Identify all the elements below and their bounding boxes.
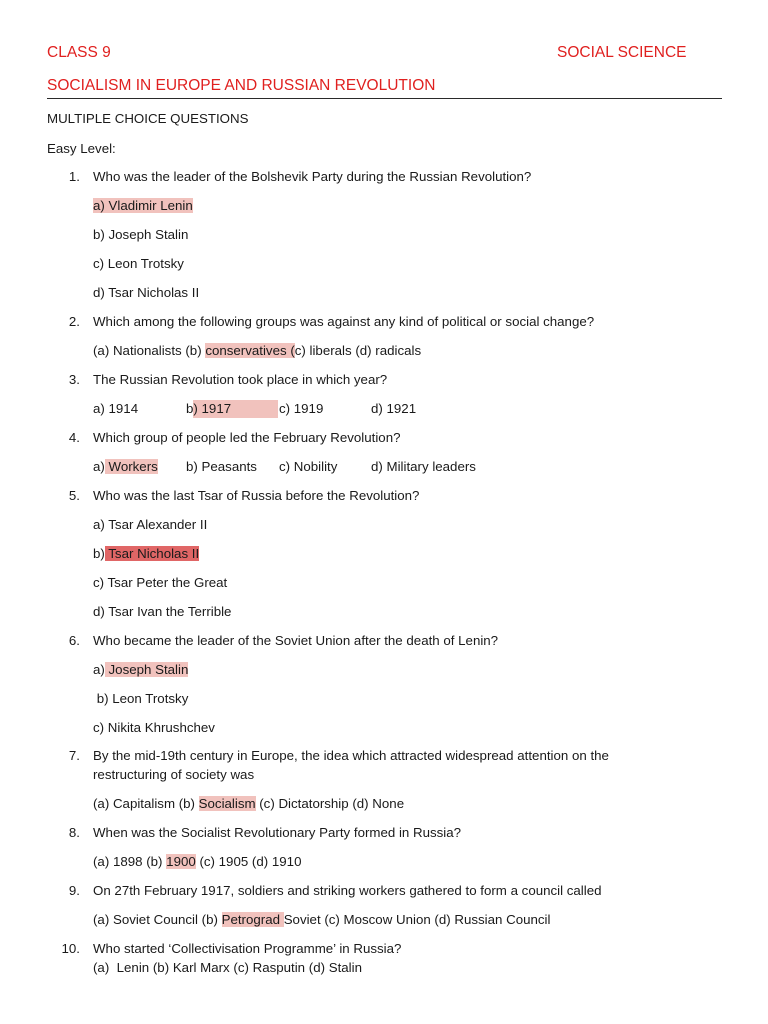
answer-option: d) 1921 bbox=[371, 401, 417, 416]
question-number: 9. bbox=[68, 883, 80, 898]
level-label: Easy Level: bbox=[47, 141, 116, 156]
answer-options-line bbox=[93, 795, 404, 813]
question-text: Which among the following groups was against any kind of political or social change? bbox=[93, 314, 595, 329]
question-text: Who was the leader of the Bolshevik Party during the Russian Revolution? bbox=[93, 169, 532, 184]
answer-option bbox=[93, 661, 188, 679]
answer-option: c) 1919 bbox=[279, 401, 324, 416]
answer-option: c) Leon Trotsky bbox=[93, 256, 184, 271]
answer-option: d) Tsar Nicholas II bbox=[93, 285, 200, 300]
answer-option: c) Nikita Khrushchev bbox=[93, 720, 215, 735]
question-text: Who started ‘Collectivisation Programme’ in Russia? bbox=[93, 941, 402, 956]
answer-highlight: conservatives ( bbox=[205, 343, 295, 358]
question-number: 7. bbox=[68, 748, 80, 763]
question-text: On 27th February 1917, soldiers and striking workers gathered to form a council called bbox=[93, 883, 602, 898]
question-text: Who became the leader of the Soviet Union after the death of Lenin? bbox=[93, 633, 499, 648]
answer-option bbox=[93, 545, 199, 563]
options-text: (a) Capitalism (b) bbox=[93, 796, 199, 811]
answer-highlight: Petrograd bbox=[221, 912, 284, 927]
chapter-title: SOCIALISM IN EUROPE AND RUSSIAN REVOLUTION bbox=[47, 77, 436, 94]
answer-highlight: ) 1917 bbox=[193, 400, 278, 418]
question-number: 10. bbox=[61, 941, 80, 956]
answer-option: c) Tsar Peter the Great bbox=[93, 575, 228, 590]
answer-highlight: Workers bbox=[104, 459, 158, 474]
answer-option: b) Leon Trotsky bbox=[93, 691, 189, 706]
answer-option: b) Joseph Stalin bbox=[93, 227, 189, 242]
question-number: 5. bbox=[68, 488, 80, 503]
question-text: restructuring of society was bbox=[93, 767, 255, 782]
answer-highlight: Tsar Nicholas II bbox=[104, 546, 200, 561]
options-text: (c) Dictatorship (d) None bbox=[255, 796, 405, 811]
options-text: a) bbox=[93, 459, 105, 474]
answer-option: a) Tsar Alexander II bbox=[93, 517, 208, 532]
answer-highlight: 1900 bbox=[166, 854, 196, 869]
question-text: When was the Socialist Revolutionary Party formed in Russia? bbox=[93, 825, 462, 840]
question-number: 2. bbox=[68, 314, 80, 329]
answer-option: c) Nobility bbox=[279, 459, 338, 474]
options-text: (a) Soviet Council (b) bbox=[93, 912, 222, 927]
options-text: c) liberals (d) radicals bbox=[294, 343, 422, 358]
answer-option bbox=[186, 400, 278, 418]
answer-highlight: a) Vladimir Lenin bbox=[93, 198, 193, 213]
answer-option bbox=[93, 197, 193, 215]
answer-option: d) Military leaders bbox=[371, 459, 476, 474]
subject-label: SOCIAL SCIENCE bbox=[557, 44, 687, 61]
answer-option: b) Peasants bbox=[186, 459, 257, 474]
question-text: Which group of people led the February Revolution? bbox=[93, 430, 401, 445]
answer-highlight: Joseph Stalin bbox=[104, 662, 189, 677]
question-number: 1. bbox=[68, 169, 80, 184]
question-number: 6. bbox=[68, 633, 80, 648]
options-text: b bbox=[186, 401, 194, 416]
question-number: 8. bbox=[68, 825, 80, 840]
question-number: 3. bbox=[68, 372, 80, 387]
answer-options-line bbox=[93, 911, 550, 929]
class-label: CLASS 9 bbox=[47, 44, 111, 61]
options-text: a) bbox=[93, 662, 105, 677]
question-text: Who was the last Tsar of Russia before the Revolution? bbox=[93, 488, 420, 503]
options-text: (a) 1898 (b) bbox=[93, 854, 167, 869]
options-text: (a) Nationalists (b) bbox=[93, 343, 206, 358]
options-text: b) bbox=[93, 546, 105, 561]
question-text: The Russian Revolution took place in which year? bbox=[93, 372, 388, 387]
answer-option bbox=[93, 458, 158, 476]
answer-highlight: Socialism bbox=[198, 796, 256, 811]
question-text: By the mid-19th century in Europe, the idea which attracted widespread attention on the bbox=[93, 748, 609, 763]
answer-options-line bbox=[93, 342, 421, 360]
answer-options-line bbox=[93, 853, 301, 871]
answer-option: d) Tsar Ivan the Terrible bbox=[93, 604, 232, 619]
question-number: 4. bbox=[68, 430, 80, 445]
options-text: (c) 1905 (d) 1910 bbox=[195, 854, 302, 869]
options-text: Soviet (c) Moscow Union (d) Russian Council bbox=[283, 912, 551, 927]
header-divider bbox=[47, 98, 722, 99]
answer-options-line: (a) Lenin (b) Karl Marx (c) Rasputin (d) Stalin bbox=[93, 960, 362, 975]
answer-option: a) 1914 bbox=[93, 401, 139, 416]
section-title: MULTIPLE CHOICE QUESTIONS bbox=[47, 111, 249, 126]
